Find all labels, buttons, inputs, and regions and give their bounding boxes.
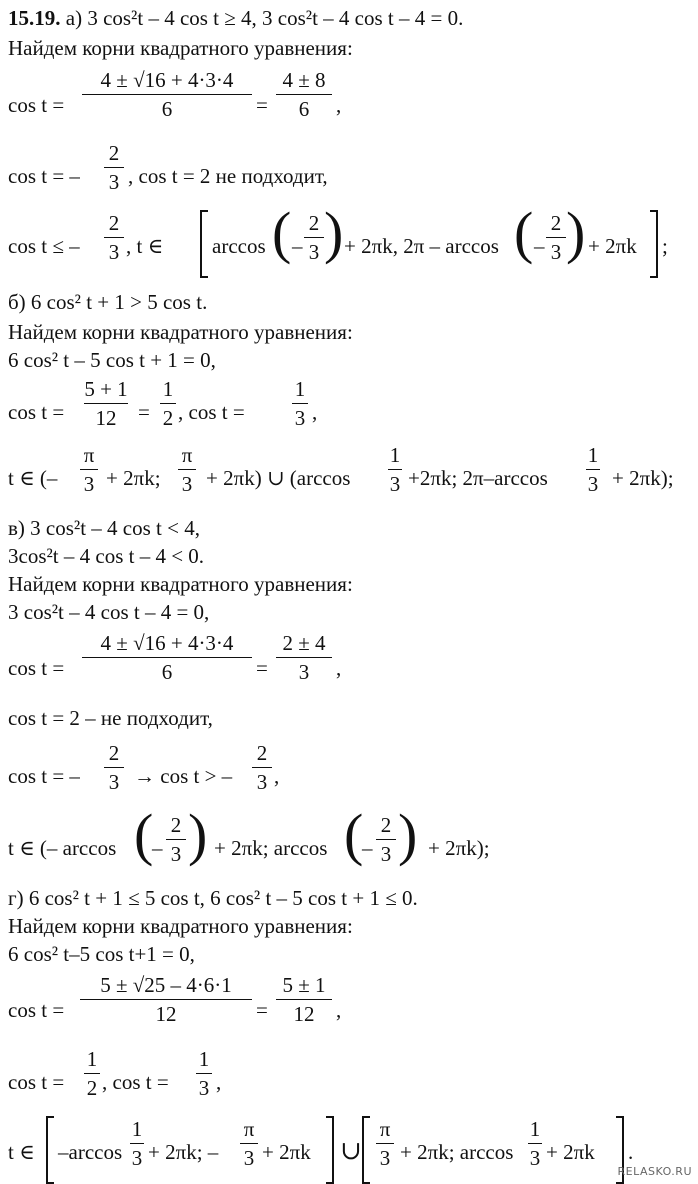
num: 2 [308, 211, 320, 235]
two-thirds [104, 743, 124, 793]
den: 3 [243, 1146, 255, 1170]
equals-sign: = [256, 93, 268, 117]
den: 3 [550, 240, 562, 264]
a-line4-frac-2 [304, 213, 324, 263]
den: 3 [198, 1076, 210, 1100]
b-cos: cos t = [8, 400, 65, 424]
den: 3 [587, 472, 599, 496]
union-sign: ∪ [340, 1136, 362, 1165]
num: π [379, 1117, 391, 1141]
num: 1 [389, 443, 401, 467]
minus: – [534, 234, 545, 258]
fraction-bar [80, 469, 98, 470]
find-roots-label-a: Найдем корни квадратного уравнения: [8, 36, 353, 60]
b-statement: б) 6 cos² t + 1 > 5 cos t. [8, 290, 208, 314]
v-cos: cos t = [8, 656, 65, 680]
one-third [196, 1049, 212, 1099]
num: 2 [550, 211, 562, 235]
fraction-bar [376, 1143, 394, 1144]
semicolon: ; [662, 234, 668, 258]
a-line4-part2: + 2πk, 2π – arccos [344, 234, 499, 258]
left-paren: ( [272, 200, 292, 265]
right-paren: ) [566, 200, 586, 265]
den: 3 [380, 842, 392, 866]
left-paren: ( [344, 802, 364, 867]
num: 2 [108, 141, 120, 165]
den: 3 [389, 472, 401, 496]
v-not-suitable: cos t = 2 – не подходит, [8, 706, 213, 730]
b-fraction [84, 379, 128, 429]
den: 3 [298, 660, 310, 684]
b-third [292, 379, 308, 429]
b-ans2: + 2πk; [106, 466, 161, 490]
pi-over-3 [178, 445, 196, 495]
b-equation: 6 cos² t – 5 cos t + 1 = 0, [8, 348, 216, 372]
pi-over-3 [240, 1119, 258, 1169]
a-frac2-num: 4 ± 8 [282, 68, 326, 92]
den: 3 [131, 1146, 143, 1170]
watermark: RELASKO.RU [617, 1165, 692, 1178]
left-bracket [46, 1116, 54, 1184]
den: 12 [293, 1002, 315, 1026]
num: 2 [108, 211, 120, 235]
num: 1 [86, 1047, 98, 1071]
fraction-bar [276, 657, 332, 658]
one-third [388, 445, 402, 495]
a-line4-mid: , t ∈ [126, 234, 164, 258]
find-roots-label-g: Найдем корни квадратного уравнения: [8, 914, 353, 938]
equals-sign: = [256, 998, 268, 1022]
v-ans1: t ∈ (– arccos [8, 836, 117, 860]
den: 3 [181, 472, 193, 496]
fraction-bar [104, 237, 124, 238]
num: 2 [170, 813, 182, 837]
b-ans1: t ∈ (– [8, 466, 58, 490]
num: 2 [256, 741, 268, 765]
a-line3-left: cos t = – [8, 164, 80, 188]
g-ans-t: t ∈ [8, 1140, 35, 1164]
v-ans2: + 2πk; arccos [214, 836, 328, 860]
den: 3 [256, 770, 268, 794]
fraction-bar [376, 839, 396, 840]
right-bracket [650, 210, 658, 278]
den: 3 [529, 1146, 541, 1170]
a-frac1-den: 6 [161, 97, 173, 121]
minus: – [362, 836, 373, 860]
period: . [628, 1140, 634, 1164]
b-ans3: + 2πk) ∪ (arccos [206, 466, 351, 490]
den: 3 [83, 472, 95, 496]
a-line3-right: , cos t = 2 не подходит, [128, 164, 328, 188]
comma: , [336, 998, 342, 1022]
a-frac1-num: 4 ± √16 + 4·3·4 [100, 68, 234, 92]
fraction-bar [130, 1143, 144, 1144]
two-thirds [376, 815, 396, 865]
num: 1 [131, 1117, 143, 1141]
comma: , [312, 400, 318, 424]
minus: – [292, 234, 303, 258]
v-equation: 3 cos²t – 4 cos t – 4 = 0, [8, 600, 210, 624]
pi-over-3 [376, 1119, 394, 1169]
num: 1 [198, 1047, 210, 1071]
fraction-bar [104, 167, 124, 168]
fraction-bar [276, 999, 332, 1000]
fraction-bar [388, 469, 402, 470]
fraction-bar [196, 1073, 212, 1074]
den: 2 [162, 406, 174, 430]
g-roots-a: cos t = [8, 1070, 65, 1094]
minus: – [152, 836, 163, 860]
comma: , [336, 93, 342, 117]
v-line2: 3cos²t – 4 cos t – 4 < 0. [8, 544, 205, 568]
a-fraction-2 [276, 70, 332, 120]
right-paren: ) [188, 802, 208, 867]
a-line4-part3: + 2πk [588, 234, 637, 258]
right-paren: ) [398, 802, 418, 867]
num: π [243, 1117, 255, 1141]
one-third [528, 1119, 542, 1169]
num: 2 ± 4 [282, 631, 326, 655]
g-ans2: + 2πk; – [148, 1140, 219, 1164]
fraction-bar [160, 403, 176, 404]
g-fraction-2 [276, 975, 332, 1025]
v-fraction-2 [276, 633, 332, 683]
g-ans4: + 2πk; arccos [400, 1140, 514, 1164]
right-bracket [326, 1116, 334, 1184]
two-thirds [252, 743, 272, 793]
left-bracket [200, 210, 208, 278]
comma: , [336, 656, 342, 680]
one-third [130, 1119, 144, 1169]
problem-a-statement [8, 8, 463, 29]
num: 2 [380, 813, 392, 837]
a-frac2-den: 6 [298, 97, 310, 121]
den: 3 [308, 240, 320, 264]
den: 12 [95, 406, 117, 430]
den: 3 [379, 1146, 391, 1170]
g-ans1: –arccos [58, 1140, 123, 1164]
comma: , [216, 1070, 222, 1094]
a-line4-left: cos t ≤ – [8, 234, 80, 258]
arccos-1: arccos [212, 234, 266, 258]
pi-over-3 [80, 445, 98, 495]
fraction-bar [252, 767, 272, 768]
g-ans5: + 2πk [546, 1140, 595, 1164]
g-equation: 6 cos² t–5 cos t+1 = 0, [8, 942, 195, 966]
equals-sign: = [138, 400, 150, 424]
num: 2 [108, 741, 120, 765]
den: 3 [108, 170, 120, 194]
den: 3 [108, 770, 120, 794]
fraction-bar [82, 657, 252, 658]
right-paren: ) [324, 200, 344, 265]
b-ans5: + 2πk); [612, 466, 674, 490]
fraction-bar [546, 237, 566, 238]
g-fraction-1 [80, 975, 252, 1025]
one-third [586, 445, 600, 495]
problem-number: 15.19. [8, 6, 61, 30]
v-fraction-1 [82, 633, 252, 683]
fraction-bar [304, 237, 324, 238]
v-line-a: cos t = – [8, 764, 80, 788]
num: 1 [529, 1117, 541, 1141]
g-statement: г) 6 cos² t + 1 ≤ 5 cos t, 6 cos² t – 5 cos t + 1 ≤ 0. [8, 886, 418, 910]
b-ans4: +2πk; 2π–arccos [408, 466, 548, 490]
num: 5 ± 1 [282, 973, 326, 997]
g-roots-b: , cos t = [102, 1070, 169, 1094]
left-paren: ( [514, 200, 534, 265]
fraction-bar [528, 1143, 542, 1144]
find-roots-label-b: Найдем корни квадратного уравнения: [8, 320, 353, 344]
fraction-bar [84, 403, 128, 404]
equals-sign: = [256, 656, 268, 680]
fraction-bar [276, 94, 332, 95]
num: 1 [587, 443, 599, 467]
a-line4-frac [104, 213, 124, 263]
find-roots-label-v: Найдем корни квадратного уравнения: [8, 572, 353, 596]
num: 5 + 1 [84, 377, 128, 401]
num: 1 [162, 377, 174, 401]
a-statement-text: а) 3 cos²t – 4 cos t ≥ 4, 3 cos²t – 4 cos t – 4 = 0. [65, 6, 464, 30]
fraction-bar [178, 469, 196, 470]
num: 1 [294, 377, 306, 401]
num: π [181, 443, 193, 467]
num: 5 ± √25 – 4·6·1 [100, 973, 232, 997]
fraction-bar [80, 999, 252, 1000]
b-cos2: , cos t = [178, 400, 245, 424]
g-cos: cos t = [8, 998, 65, 1022]
one-half [84, 1049, 100, 1099]
den: 12 [155, 1002, 177, 1026]
fraction-bar [586, 469, 600, 470]
den: 6 [161, 660, 173, 684]
comma: , [274, 764, 280, 788]
a-line3-frac [104, 143, 124, 193]
g-ans3: + 2πk [262, 1140, 311, 1164]
v-statement: в) 3 cos²t – 4 cos t < 4, [8, 516, 200, 540]
fraction-bar [292, 403, 308, 404]
den: 3 [294, 406, 306, 430]
num: π [83, 443, 95, 467]
num: 4 ± √16 + 4·3·4 [100, 631, 234, 655]
den: 3 [108, 240, 120, 264]
v-line-b: → cos t > – [134, 764, 233, 788]
a-fraction-1 [82, 70, 252, 120]
left-bracket [362, 1116, 370, 1184]
two-thirds [166, 815, 186, 865]
v-ans3: + 2πk); [428, 836, 490, 860]
fraction-bar [104, 767, 124, 768]
b-half [160, 379, 176, 429]
den: 3 [170, 842, 182, 866]
a-line4-frac-3 [546, 213, 566, 263]
fraction-bar [240, 1143, 258, 1144]
left-paren: ( [134, 802, 154, 867]
den: 2 [86, 1076, 98, 1100]
fraction-bar [166, 839, 186, 840]
fraction-bar [82, 94, 252, 95]
a-cos-eq: cos t = [8, 93, 65, 117]
fraction-bar [84, 1073, 100, 1074]
